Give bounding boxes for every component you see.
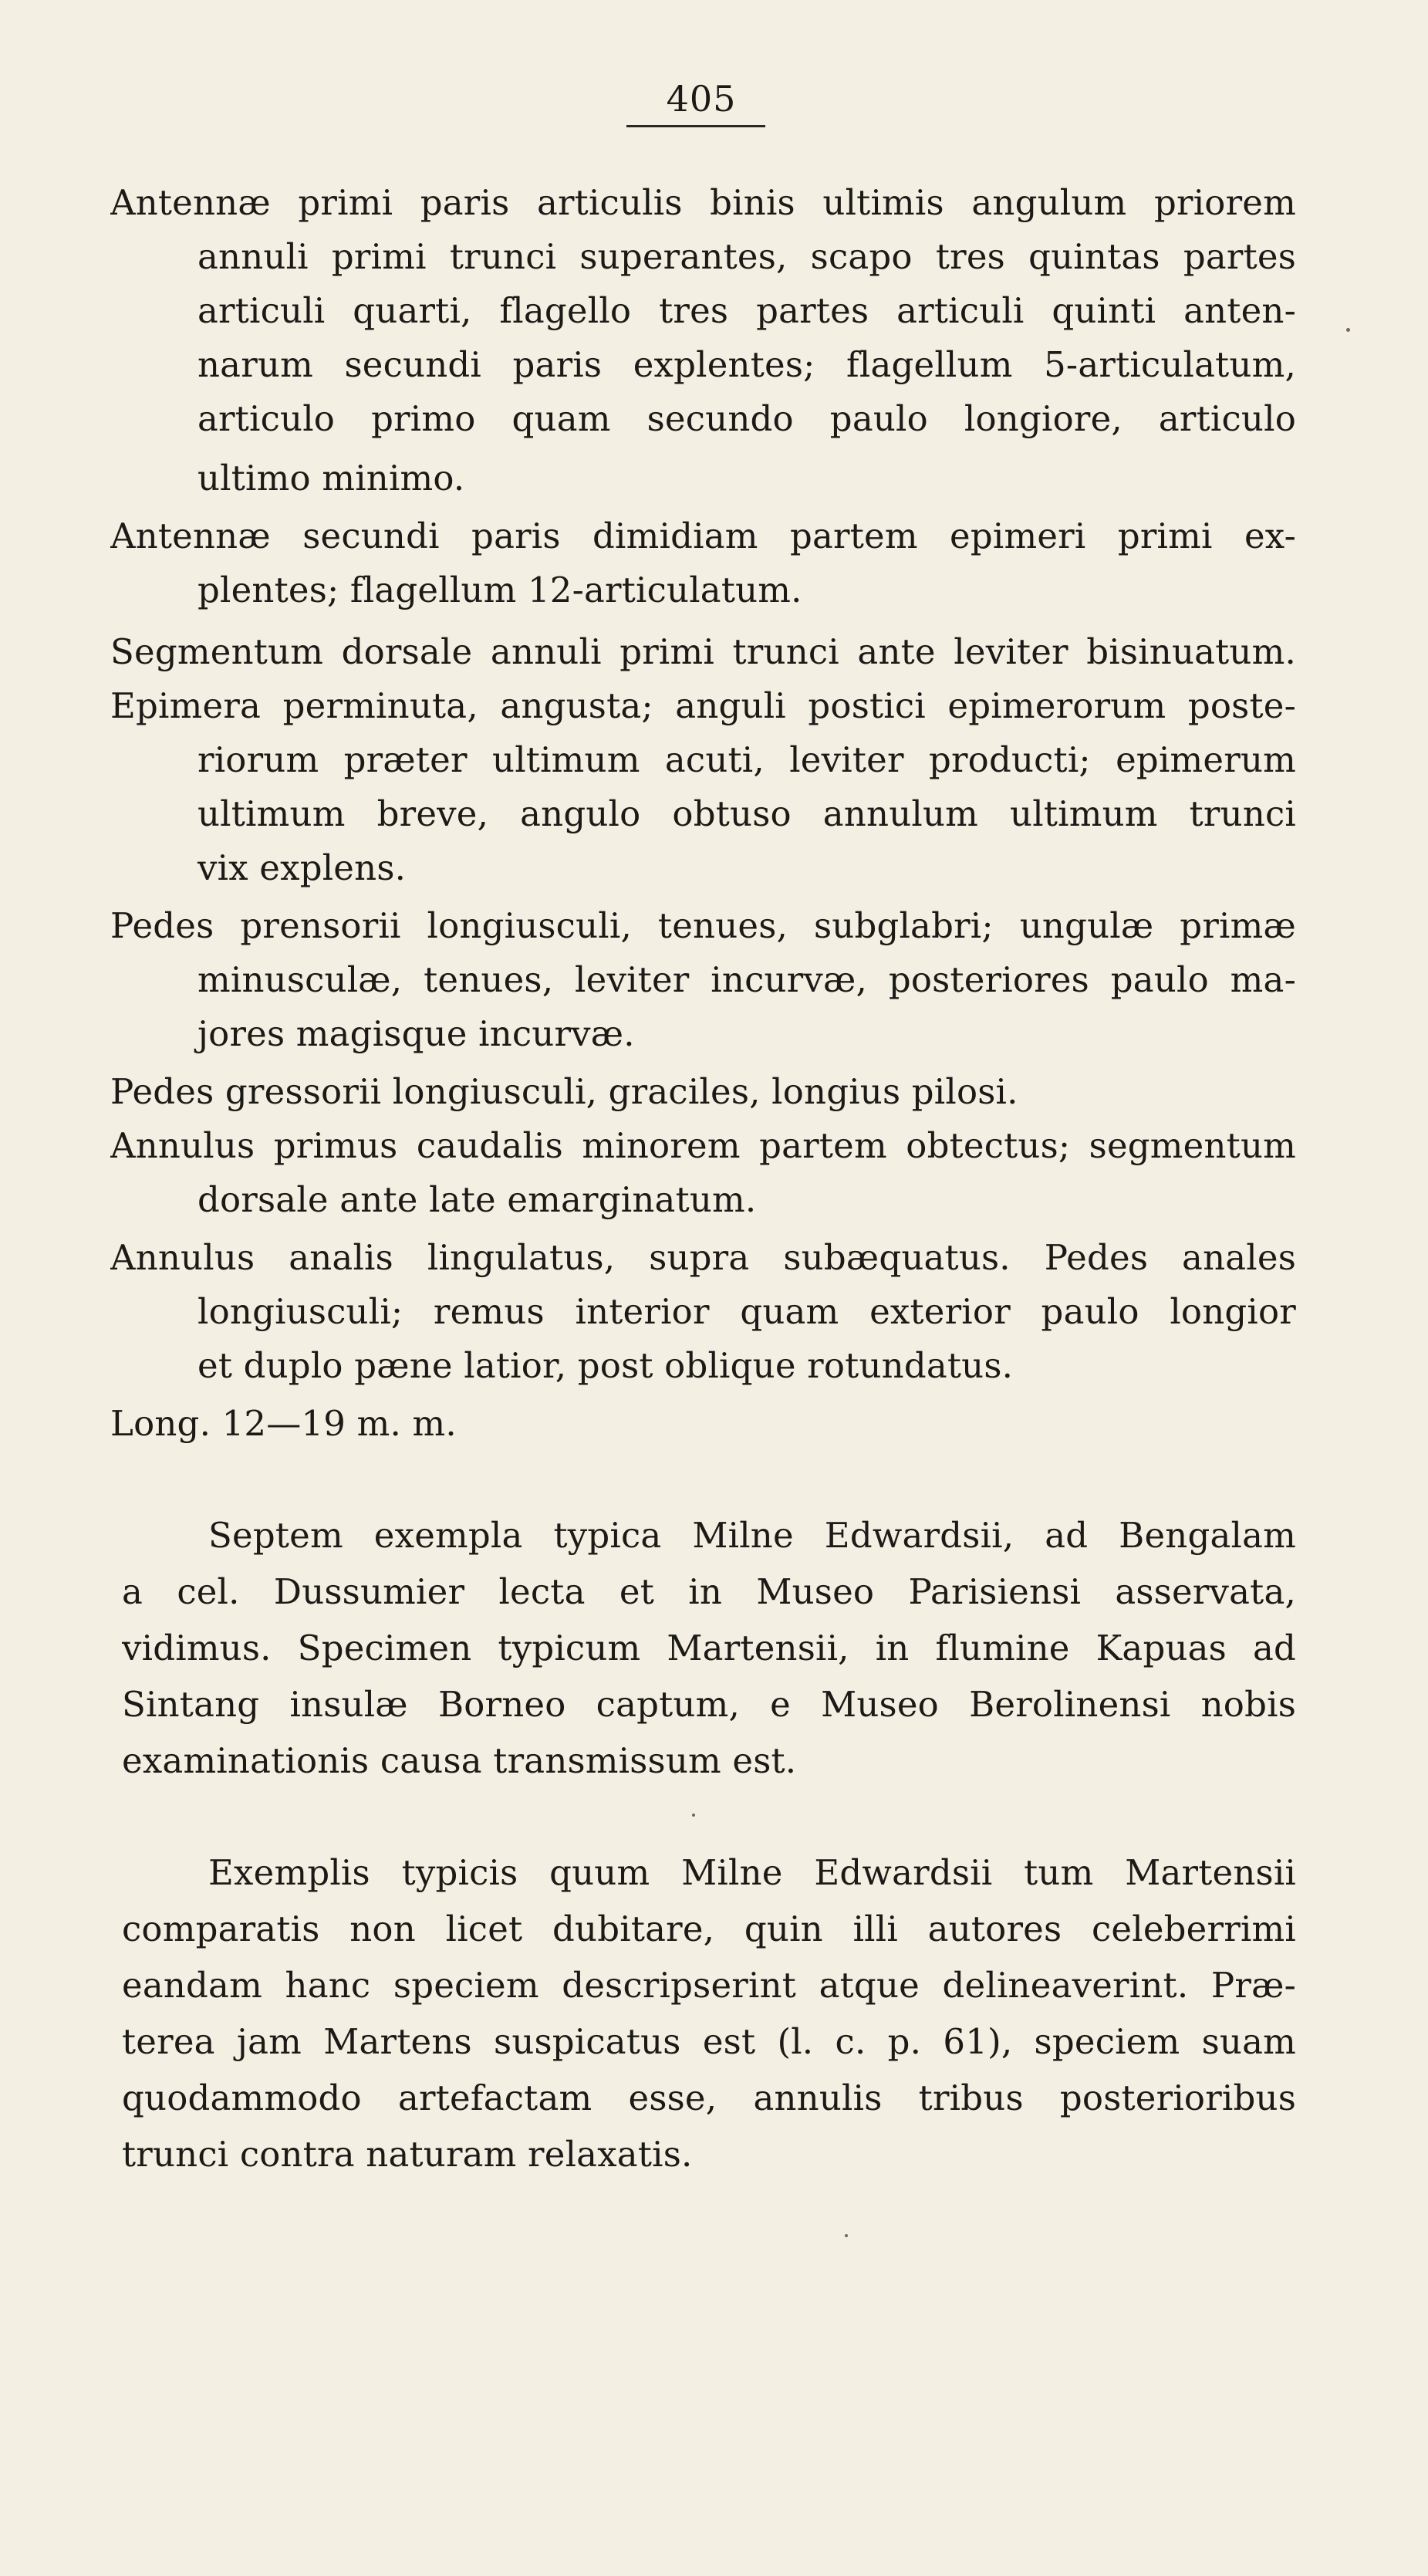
text-line: minusculæ, tenues, leviter incurvæ, posteriores paulo ma- [197, 959, 1296, 1000]
text-line: terea jam Martens suspicatus est (l. c. p. 61), speciem suam [122, 2021, 1296, 2062]
text-line: Septem exempla typica Milne Edwardsii, ad Bengalam [208, 1515, 1296, 1556]
paper-speck [845, 2234, 848, 2237]
text-line: Annulus primus caudalis minorem partem obtectus; segmentum [110, 1125, 1296, 1166]
text-line: ultimum breve, angulo obtuso annulum ultimum trunci [197, 793, 1296, 834]
page-number: 405 [666, 78, 737, 120]
text-line: Annulus analis lingulatus, supra subæquatus. Pedes anales [110, 1237, 1296, 1278]
text-line: trunci contra naturam relaxatis. [122, 2134, 693, 2175]
text-line: a cel. Dussumier lecta et in Museo Parisiensi asservata, [122, 1571, 1296, 1612]
text-line: Antennæ secundi paris dimidiam partem epimeri primi ex- [110, 516, 1296, 556]
text-line: eandam hanc speciem descripserint atque delineaverint. Præ- [122, 1965, 1296, 2006]
page-number-rule [626, 125, 765, 127]
text-line: examinationis causa transmissum est. [122, 1740, 797, 1781]
text-line: vidimus. Specimen typicum Martensii, in flumine Kapuas ad [122, 1628, 1296, 1668]
text-line: narum secundi paris explentes; flagellum 5-articulatum, [197, 344, 1296, 385]
text-line: articuli quarti, flagello tres partes articuli quinti anten- [197, 290, 1296, 331]
text-line: dorsale ante late emarginatum. [197, 1179, 757, 1220]
paper-speck [692, 1814, 695, 1817]
text-line: riorum præter ultimum acuti, leviter producti; epimerum [197, 739, 1296, 780]
text-line: comparatis non licet dubitare, quin illi autores celeberrimi [122, 1908, 1296, 1949]
text-line: ultimo minimo. [197, 458, 465, 499]
text-line: jores magisque incurvæ. [197, 1013, 635, 1054]
text-line: et duplo pæne latior, post oblique rotundatus. [197, 1345, 1014, 1386]
text-line: Sintang insulæ Borneo captum, e Museo Berolinensi nobis [122, 1684, 1296, 1725]
paper-speck [1346, 328, 1350, 332]
text-line: plentes; flagellum 12-articulatum. [197, 570, 802, 610]
text-line: Pedes gressorii longiusculi, graciles, longius pilosi. [110, 1071, 1018, 1112]
text-line: Pedes prensorii longiusculi, tenues, subglabri; ungulæ primæ [110, 905, 1296, 946]
text-line: quodammodo artefactam esse, annulis tribus posterioribus [122, 2077, 1296, 2118]
text-line: Long. 12—19 m. m. [110, 1403, 457, 1444]
text-line: Segmentum dorsale annuli primi trunci ante leviter bisinuatum. [110, 631, 1296, 672]
text-line: Epimera perminuta, angusta; anguli postici epimerorum poste- [110, 685, 1296, 726]
text-line: articulo primo quam secundo paulo longiore, articulo [197, 398, 1296, 439]
text-line: vix explens. [197, 847, 407, 888]
text-line: Exemplis typicis quum Milne Edwardsii tum Martensii [208, 1852, 1296, 1893]
text-line: longiusculi; remus interior quam exterior paulo longior [197, 1291, 1296, 1332]
text-line: Antennæ primi paris articulis binis ultimis angulum priorem [110, 182, 1296, 223]
text-line: annuli primi trunci superantes, scapo tres quintas partes [197, 236, 1296, 277]
